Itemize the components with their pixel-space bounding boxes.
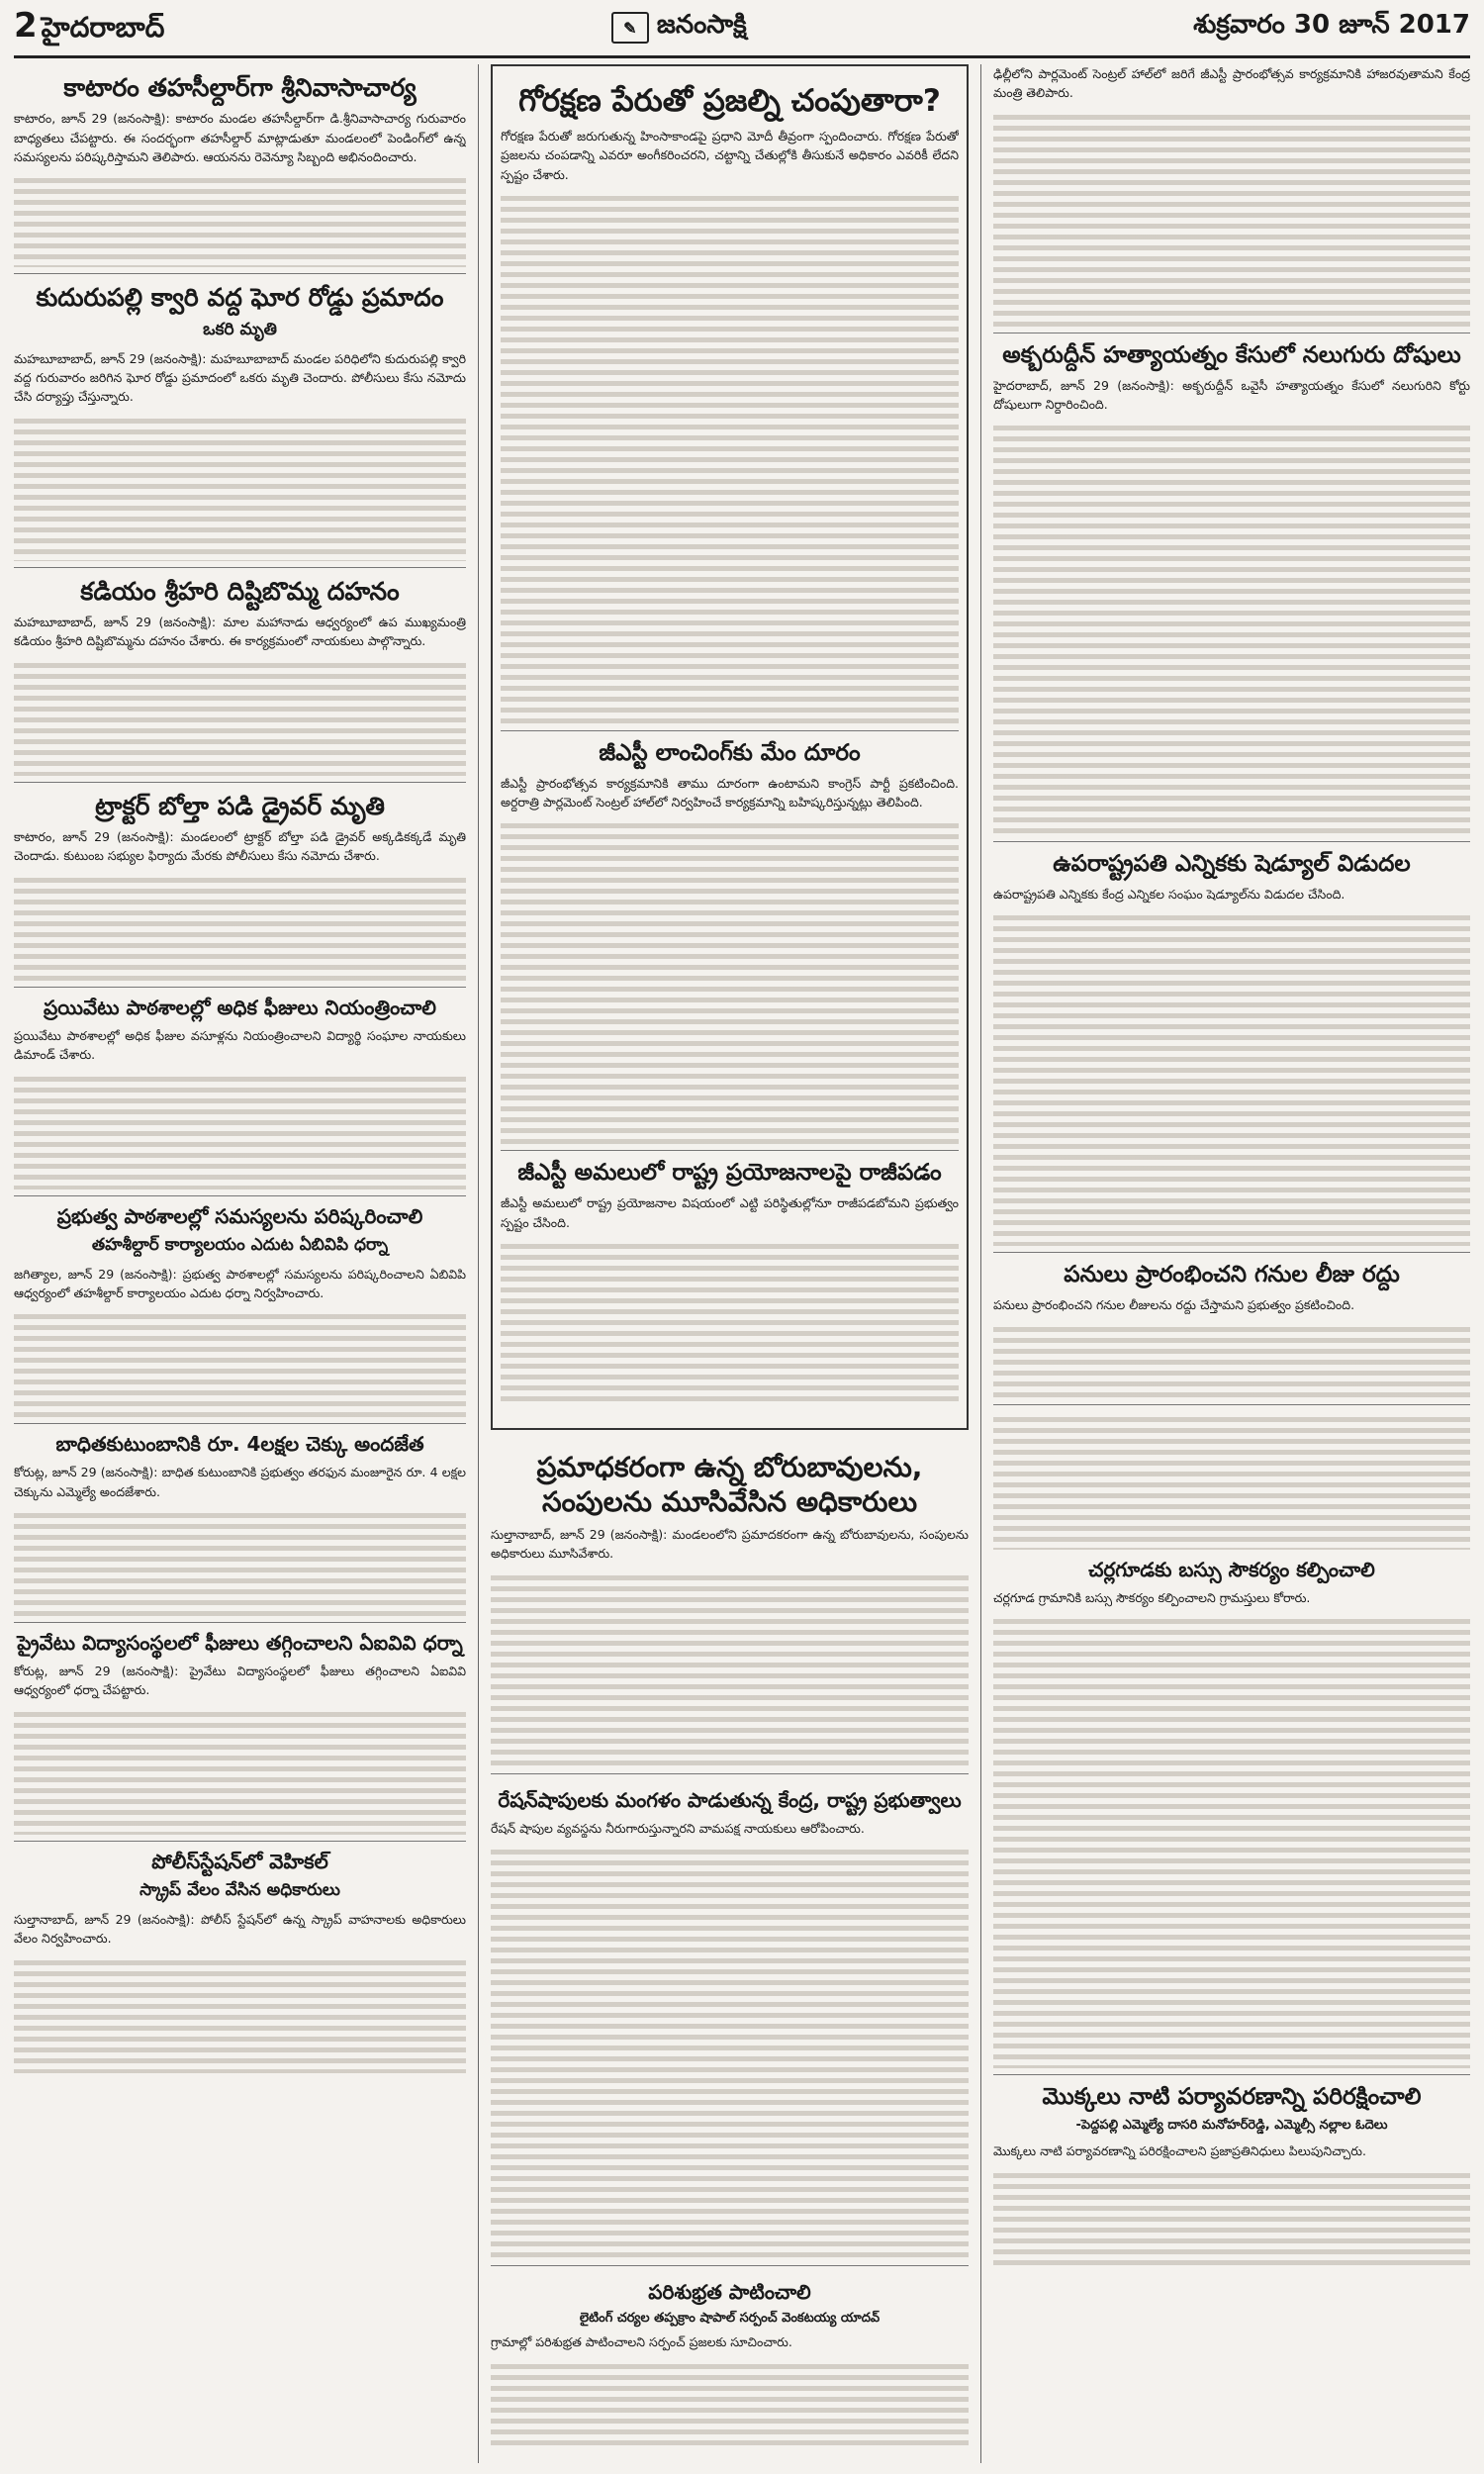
page-number: 2 [14,5,38,46]
headline: ప్రమాధకరంగా ఉన్న బోరుబావులను, సంపులను మూసివేసిన అధికారులు [536,1451,923,1518]
article-tahsildar [14,72,466,267]
article-ration-shops [491,1780,969,2259]
article-body: ప్రయివేటు పాఠశాలల్లో అధిక ఫీజుల వసూళ్లను నియంత్రించాలని విద్యార్థి సంఘాల నాయకులు డిమాండ్ చేశారు. [14,1027,466,1063]
divider [14,1622,466,1623]
article-body: కాటారం, జూన్ 29 (జనంసాక్షి): మండలంలో ట్రాక్టర్ బోల్తా పడి డ్రైవర్ అక్కడికక్కడే మృతి చెందాడు. కుటుంబ సభ్యుల ఫిర్యాదు మేరకు పోలీసులు కేసు నమోదు చేశారు. [14,829,466,864]
subheadline: -పెద్దపల్లి ఎమ్మెల్యే దాసరి మనోహర్‌రెడ్డి, ఎమ్మెల్సీ నల్లాల ఓదెలు [1075,2118,1388,2134]
article-body: మొక్కలు నాటి పర్యావరణాన్ని పరిరక్షించాలని ప్రజాప్రతినిధులు పిలుపునిచ్చారు. [993,2143,1366,2159]
headline: బాధితకుటుంబానికి రూ. 4లక్షల చెక్కు అందజేత [55,1432,424,1457]
divider [14,1841,466,1842]
article-vehicle-scrap [14,1850,466,2073]
text-filler [14,172,466,267]
headline: పనులు ప్రారంభించని గనుల లీజు రద్దు [1064,1262,1400,1288]
text-filler [14,1507,466,1616]
issue-date: శుక్రవారం 30 జూన్ 2017 [1193,10,1470,40]
article-gorakshana [501,82,959,724]
divider [501,730,959,731]
article-body: మహబూబాబాద్, జూన్ 29 (జనంసాక్షి): మాల మహానాడు ఆధ్వర్యంలో ఉప ముఖ్యమంత్రి కడియం శ్రీహరి దిష్టిబొమ్మను దహనం చేశారు. ఈ కార్యక్రమంలో నాయకులు పాల్గొన్నారు. [14,615,466,649]
headline: ప్రైవేటు విద్యాసంస్థలలో ఫీజులు తగ్గించాలని ఏఐవివి ధర్నా [17,1631,463,1655]
text-filler [993,909,1470,1246]
article-body: పనులు ప్రారంభించని గనుల లీజులను రద్దు చేస్తామని ప్రభుత్వం ప్రకటించింది. [993,1297,1355,1313]
divider [491,2265,969,2266]
headline: అక్బరుద్దీన్ హత్యాయత్నం కేసులో నలుగురు దోషులు [1002,341,1461,368]
article-akbaruddin [993,341,1470,836]
article-gst-state [501,1159,959,1406]
divider [14,987,466,988]
divider [993,841,1470,842]
article-vp-election [993,850,1470,1246]
article-body: మహబూబాబాద్, జూన్ 29 (జనంసాక్షి): మహబూబాబాద్ మండల పరిధిలోని కుదురుపల్లి క్వారి వద్ద గురువారం జరిగిన ఘోర రోడ్డు ప్రమాదంలో ఒకరు మృతి చెందారు. పోలీసులు కేసు నమోదు చేసి దర్యాప్తు చేస్తున్నారు. [14,350,466,405]
article-body: కోరుట్ల, జూన్ 29 (జనంసాక్షి): బాధిత కుటుంబానికి ప్రభుత్వం తరఫున మంజూరైన రూ. 4 లక్షల చెక్కును ఎమ్మెల్యే అందజేశారు. [14,1465,466,1499]
text-filler [14,1706,466,1835]
article-govt-schools [14,1204,466,1418]
text-filler [14,413,466,561]
article-cheque [14,1432,466,1616]
subheadline: ఒకరి మృతి [203,319,277,339]
text-filler [993,2167,1470,2266]
headline: పోలీస్‌స్టేషన్‌లో వెహికల్ [151,1849,328,1873]
masthead-left [14,6,164,50]
divider [501,1150,959,1151]
text-filler [14,1954,466,2073]
middle-column [479,64,981,2463]
text-filler [491,2358,969,2447]
article-effigy [14,576,466,776]
headline: కాటారం తహసీల్దార్‌గా శ్రీనివాసాచార్య [63,73,417,102]
masthead [14,0,1470,58]
article-mines-lease [993,1261,1470,1398]
article-plant-trees [993,2083,1470,2265]
headline: ట్రాక్టర్ బోల్తా పడి డ్రైవర్ మృతి [95,791,385,820]
article-body: జీఎస్టీ ప్రారంభోత్సవ కార్యక్రమానికి తాము దూరంగా ఉంటామని కాంగ్రెస్ పార్టీ ప్రకటించింది. అర్ధరాత్రి పార్లమెంట్ సెంట్రల్ హాల్‌లో నిర్వహించే కార్యక్రమాన్ని బహిష్కరిస్తున్నట్లు తెలిపింది. [501,775,959,809]
left-column [14,64,479,2463]
divider [14,1423,466,1424]
article-body: జీఎస్టీ అమలులో రాష్ట్ర ప్రయోజనాల విషయంలో ఎట్టి పరిస్థితుల్లోనూ రాజీపడబోమని ప్రభుత్వం స్పష్టం చేసింది. [501,1195,959,1230]
headline: చర్లగూడకు బస్సు సౌకర్యం కల్పించాలి [1088,1558,1375,1581]
article-private-fees [14,996,466,1189]
article-body: ఉపరాష్ట్రపతి ఎన్నికకు కేంద్ర ఎన్నికల సంఘం షెడ్యూల్‌ను విడుదల చేసింది. [993,887,1345,902]
headline: ఉపరాష్ట్రపతి ఎన్నికకు షెడ్యూల్ విడుదల [1053,851,1411,878]
article-sanitation [491,2272,969,2446]
right-top-stories [993,64,1470,1398]
article-aivv-dharna [14,1631,466,1835]
right-column [981,64,1470,2463]
article-body: గోరక్షణ పేరుతో జరుగుతున్న హింసాకాండపై ప్రధాని మోదీ తీవ్రంగా స్పందించారు. గోరక్షణ పేరుతో ప్రజలను చంపడాన్ని ఎవరూ అంగీకరించరని, చట్టాన్ని చేతుల్లోకి తీసుకునే అధికారం ఎవరికీ లేదని స్పష్టం చేశారు. [501,128,959,182]
article-body: సుల్తానాబాద్, జూన్ 29 (జనంసాక్షి): మండలంలోని ప్రమాదకరంగా ఉన్న బోరుబావులను, సంపులను అధికారులు మూసివేశారు. [491,1527,969,1562]
masthead-center [611,10,747,46]
subheadline: తహశీల్దార్ కార్యాలయం ఎదుట ఏబివిపి ధర్నా [91,1234,389,1255]
article-body: ఢిల్లీలోని పార్లమెంట్ సెంట్రల్ హాల్‌లో జరిగే జీఎస్టీ ప్రారంభోత్సవ కార్యక్రమానికి హాజరవుతామని కేంద్ర మంత్రి తెలిపారు. [993,66,1470,101]
headline: జీఎస్టీ లాంచింగ్‌కు మేం దూరం [599,739,861,766]
divider [14,273,466,274]
text-filler [491,1570,969,1767]
divider [14,1195,466,1196]
text-filler [993,1613,1470,2068]
headline: ప్రభుత్వ పాఠశాలల్లో సమస్యలను పరిష్కరించాలి [56,1203,423,1228]
article-gst-launch [501,739,959,1145]
text-filler [993,109,1470,327]
text-filler [491,1844,969,2259]
text-filler [14,657,466,776]
article-borewells [491,1442,969,1767]
headline: మొక్కలు నాటి పర్యావరణాన్ని పరిరక్షించాలి [1042,2084,1422,2111]
headline: కుదురుపల్లి క్వారి వద్ద ఘోర రోడ్డు ప్రమాదం [36,283,444,313]
article-body: కాటారం, జూన్ 29 (జనంసాక్షి): కాటారం మండల తహసీల్దార్‌గా డి.శ్రీనివాసాచార్య గురువారం బాధ్యతలు చేపట్టారు. ఈ సందర్భంగా తహసీల్దార్ మాట్లాడుతూ మండలంలో పెండింగ్‌లో ఉన్న సమస్యలను పరిష్కరిస్తామని తెలిపారు. ఆయనను రెవెన్యూ సిబ్బంది అభినందించారు. [14,111,466,164]
divider [993,2074,1470,2075]
article-body: హైదరాబాద్, జూన్ 29 (జనంసాక్షి): అక్బరుద్దీన్ ఒవైసీ హత్యాయత్నం కేసులో నలుగురిని కోర్టు దోషులుగా నిర్ధారించింది. [993,377,1470,412]
text-filler [14,1308,466,1417]
article-body: రేషన్ షాపుల వ్యవస్థను నీరుగారుస్తున్నారని వామపక్ష నాయకులు ఆరోపించారు. [491,1820,865,1836]
article-road-accident [14,282,466,560]
headline: ప్రయివేటు పాఠశాలల్లో అధిక ఫీజులు నియంత్రించాలి [44,995,436,1019]
edition-name: హైదరాబాద్ [41,10,165,44]
divider [491,1773,969,1774]
article-bus-facility [993,1558,1470,2068]
text-filler [501,190,959,724]
article-tractor [14,791,466,981]
subheadline: స్క్రాప్ వేలం వేసిన అధికారులు [139,1879,340,1900]
newspaper-logo-icon: ✎ [611,12,649,44]
article-body: సుల్తానాబాద్, జూన్ 29 (జనంసాక్షి): పోలీస్ స్టేషన్‌లో ఉన్న స్క్రాప్ వాహనాలకు అధికారులు వేలం నిర్వహించారు. [14,1911,466,1947]
headline: పరిశుభ్రత పాటించాలి [648,2280,811,2305]
divider [14,567,466,568]
divider [14,782,466,783]
headline: కడియం శ్రీహరి దిష్టిబొమ్మ దహనం [80,576,400,606]
paper-name: జనంసాక్షి [656,10,747,40]
columns [14,64,1470,2463]
boxed-lead-stories [491,64,969,1430]
text-filler [993,1411,1470,1550]
headline: రేషన్‌షాపులకు మంగళం పాడుతున్న కేంద్ర, రాష్ట్ర ప్రభుత్వాలు [498,1787,962,1812]
headline: జీఎస్టీ అమలులో రాష్ట్ర ప్రయోజనాలపై రాజీపడం [517,1160,942,1187]
article-body: గ్రామాల్లో పరిశుభ్రత పాటించాలని సర్పంచ్ ప్రజలకు సూచించారు. [491,2334,792,2350]
middle-lower-stories [491,1442,969,2461]
article-body: కోరుట్ల, జూన్ 29 (జనంసాక్షి): ప్రైవేటు విద్యాసంస్థలలో ఫీజులు తగ్గించాలని ఏఐవివి ఆధ్వర్యంలో ధర్నా చేపట్టారు. [14,1664,466,1698]
article-body: జగిత్యాల, జూన్ 29 (జనంసాక్షి): ప్రభుత్వ పాఠశాలల్లో సమస్యలను పరిష్కరించాలని ఏబివిపి ఆధ్వర్యంలో తహశీల్దార్ కార్యాలయం ఎదుట ధర్నా నిర్వహించారు. [14,1266,466,1300]
text-filler [993,1321,1470,1399]
article-gst-continued [993,64,1470,327]
lead-headline: గోరక్షణ పేరుతో ప్రజల్ని చంపుతారా? [518,83,941,119]
text-filler [501,1238,959,1406]
divider [993,1252,1470,1253]
text-filler [501,817,959,1144]
byline: లైటింగ్ చర్యల తప్పక్రాం షాపాల్ సర్పంచ్ వెంకటయ్య యాదవ్ [579,2311,881,2327]
text-filler [14,872,466,981]
divider [993,1404,1470,1405]
text-filler [14,1071,466,1189]
article-body: చర్లగూడ గ్రామానికి బస్సు సౌకర్యం కల్పించాలని గ్రామస్తులు కోరారు. [993,1590,1311,1605]
text-filler [993,420,1470,835]
